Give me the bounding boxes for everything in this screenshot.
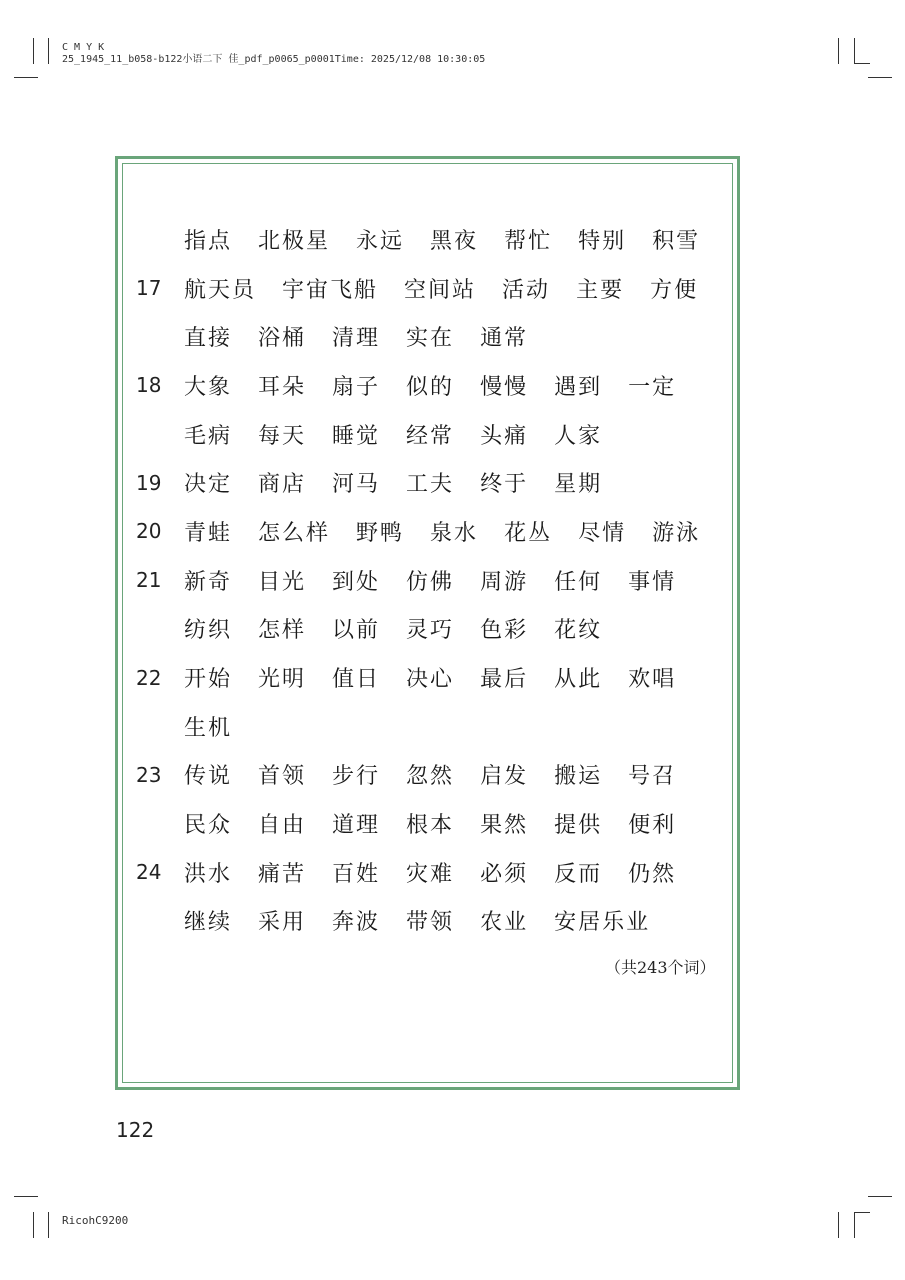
crop-mark: [854, 1212, 855, 1238]
vocab-word: 继续: [184, 910, 233, 936]
word-group: [184, 613, 628, 644]
vocab-word: 号召: [628, 764, 677, 790]
vocab-word: 启发: [480, 764, 529, 790]
vocab-word: 浴桶: [258, 326, 307, 352]
crop-mark: [48, 1212, 49, 1238]
vocab-word: 耳朵: [258, 374, 307, 400]
crop-mark: [14, 77, 38, 78]
vocab-word: 果然: [480, 813, 529, 839]
vocab-word: 安居乐业: [554, 910, 651, 936]
vocab-word: 每天: [258, 423, 307, 449]
vocab-word: 野鸭: [356, 520, 405, 546]
vocab-word: 清理: [332, 326, 381, 352]
crop-mark: [14, 1196, 38, 1197]
vocab-word: 生机: [184, 715, 233, 741]
lesson-number: 19: [136, 470, 162, 495]
word-group: [184, 808, 702, 839]
vocab-word: 便利: [628, 813, 677, 839]
vocab-word: 商店: [258, 472, 307, 498]
print-job-info: 25_1945_11_b058-b122小语二下 佳_pdf_p0065_p0001Time: 2025/12/08 10:30:05: [62, 54, 486, 65]
vocab-word: 帮忙: [504, 228, 553, 254]
vocab-word: 值日: [332, 667, 381, 693]
crop-mark: [838, 38, 839, 64]
word-group: [184, 565, 702, 596]
word-group: [184, 273, 724, 304]
vocab-row: [136, 312, 736, 361]
vocab-word: 自由: [258, 813, 307, 839]
word-group: [184, 662, 702, 693]
lesson-number: 24: [136, 860, 162, 885]
vocab-word: 宇宙飞船: [282, 277, 379, 303]
vocab-row: [136, 215, 736, 264]
vocab-word: 农业: [480, 910, 529, 936]
vocab-word: 光明: [258, 667, 307, 693]
vocab-row: [136, 799, 736, 848]
word-group: [184, 516, 726, 547]
vocab-word: 带领: [406, 910, 455, 936]
vocab-word: 头痛: [480, 423, 529, 449]
vocab-word: 空间站: [404, 277, 477, 303]
vocab-word: 青蛙: [184, 520, 233, 546]
vocab-word: 色彩: [480, 618, 529, 644]
vocab-word: 经常: [406, 423, 455, 449]
vocab-word: 尽情: [578, 520, 627, 546]
vocab-row: [136, 410, 736, 459]
vocab-word: 仍然: [628, 861, 677, 887]
vocab-row: [136, 702, 736, 751]
crop-mark: [33, 38, 34, 64]
vocab-row: [136, 264, 736, 313]
word-group: [184, 321, 554, 352]
vocab-word: 目光: [258, 569, 307, 595]
vocab-row: [136, 507, 736, 556]
vocab-word: 道理: [332, 813, 381, 839]
vocab-word: 活动: [502, 277, 551, 303]
vocabulary-list: [136, 215, 736, 945]
vocab-word: 采用: [258, 910, 307, 936]
lesson-number: 17: [136, 276, 162, 301]
lesson-number: 18: [136, 373, 162, 398]
vocab-word: 新奇: [184, 569, 233, 595]
vocab-word: 事情: [628, 569, 677, 595]
word-group: [184, 370, 702, 401]
page-number: 122: [116, 1118, 155, 1142]
lesson-number: 21: [136, 568, 162, 593]
vocab-word: 以前: [332, 618, 381, 644]
vocab-word: 到处: [332, 569, 381, 595]
vocab-word: 怎样: [258, 618, 307, 644]
vocab-word: 特别: [578, 228, 627, 254]
vocab-word: 怎么样: [258, 520, 331, 546]
word-group: [184, 711, 258, 742]
vocab-word: 似的: [406, 374, 455, 400]
vocab-word: 扇子: [332, 374, 381, 400]
vocab-word: 一定: [628, 374, 677, 400]
vocab-word: 大象: [184, 374, 233, 400]
vocab-row: [136, 361, 736, 410]
vocab-word: 通常: [480, 326, 529, 352]
word-group: [184, 759, 702, 790]
vocab-word: 慢慢: [480, 374, 529, 400]
color-marks: C M Y K: [62, 42, 105, 53]
vocab-word: 指点: [184, 228, 233, 254]
vocab-word: 欢唱: [628, 667, 677, 693]
vocab-word: 百姓: [332, 861, 381, 887]
crop-mark: [33, 1212, 34, 1238]
vocab-word: 搬运: [554, 764, 603, 790]
vocab-word: 痛苦: [258, 861, 307, 887]
vocab-word: 民众: [184, 813, 233, 839]
crop-mark: [48, 38, 49, 64]
vocab-word: 根本: [406, 813, 455, 839]
vocab-word: 星期: [554, 472, 603, 498]
vocab-word: 积雪: [652, 228, 701, 254]
word-group: [184, 419, 628, 450]
word-total: （共243个词）: [605, 958, 716, 977]
vocab-word: 终于: [480, 472, 529, 498]
word-group: [184, 467, 628, 498]
vocab-word: 花丛: [504, 520, 553, 546]
vocab-word: 游泳: [652, 520, 701, 546]
vocab-word: 花纹: [554, 618, 603, 644]
vocab-row: [136, 848, 736, 897]
crop-mark: [838, 1212, 839, 1238]
crop-mark: [854, 63, 870, 64]
vocab-word: 忽然: [406, 764, 455, 790]
vocab-word: 决心: [406, 667, 455, 693]
vocab-word: 遇到: [554, 374, 603, 400]
printer-label: RicohC9200: [62, 1214, 129, 1227]
lesson-number: 20: [136, 519, 162, 544]
vocab-word: 主要: [576, 277, 625, 303]
vocab-word: 河马: [332, 472, 381, 498]
crop-mark: [854, 38, 855, 64]
vocab-word: 从此: [554, 667, 603, 693]
vocab-word: 工夫: [406, 472, 455, 498]
word-group: [184, 224, 726, 255]
vocab-word: 奔波: [332, 910, 381, 936]
vocab-word: 仿佛: [406, 569, 455, 595]
vocab-word: 提供: [554, 813, 603, 839]
word-group: [184, 857, 702, 888]
vocab-word: 纺织: [184, 618, 233, 644]
vocab-word: 传说: [184, 764, 233, 790]
vocab-word: 洪水: [184, 861, 233, 887]
vocab-row: [136, 897, 736, 946]
vocab-row: [136, 751, 736, 800]
vocab-row: [136, 605, 736, 654]
print-header: [62, 42, 485, 66]
vocab-word: 永远: [356, 228, 405, 254]
vocab-word: 首领: [258, 764, 307, 790]
vocab-word: 泉水: [430, 520, 479, 546]
crop-mark: [868, 1196, 892, 1197]
vocab-word: 睡觉: [332, 423, 381, 449]
vocab-word: 开始: [184, 667, 233, 693]
lesson-number: 22: [136, 665, 162, 690]
vocab-word: 任何: [554, 569, 603, 595]
vocab-word: 必须: [480, 861, 529, 887]
vocab-row: [136, 556, 736, 605]
vocab-word: 反而: [554, 861, 603, 887]
vocab-word: 黑夜: [430, 228, 479, 254]
vocab-word: 实在: [406, 326, 455, 352]
lesson-number: 23: [136, 762, 162, 787]
vocab-word: 人家: [554, 423, 603, 449]
vocab-word: 灵巧: [406, 618, 455, 644]
vocab-word: 周游: [480, 569, 529, 595]
vocab-word: 方便: [650, 277, 699, 303]
vocab-row: [136, 653, 736, 702]
vocab-word: 北极星: [258, 228, 331, 254]
word-group: [184, 905, 676, 936]
vocab-word: 毛病: [184, 423, 233, 449]
vocab-word: 最后: [480, 667, 529, 693]
vocab-word: 灾难: [406, 861, 455, 887]
crop-mark: [854, 1212, 870, 1213]
crop-mark: [868, 77, 892, 78]
vocab-word: 航天员: [184, 277, 257, 303]
vocab-word: 步行: [332, 764, 381, 790]
vocab-row: [136, 458, 736, 507]
vocab-word: 决定: [184, 472, 233, 498]
vocab-word: 直接: [184, 326, 233, 352]
